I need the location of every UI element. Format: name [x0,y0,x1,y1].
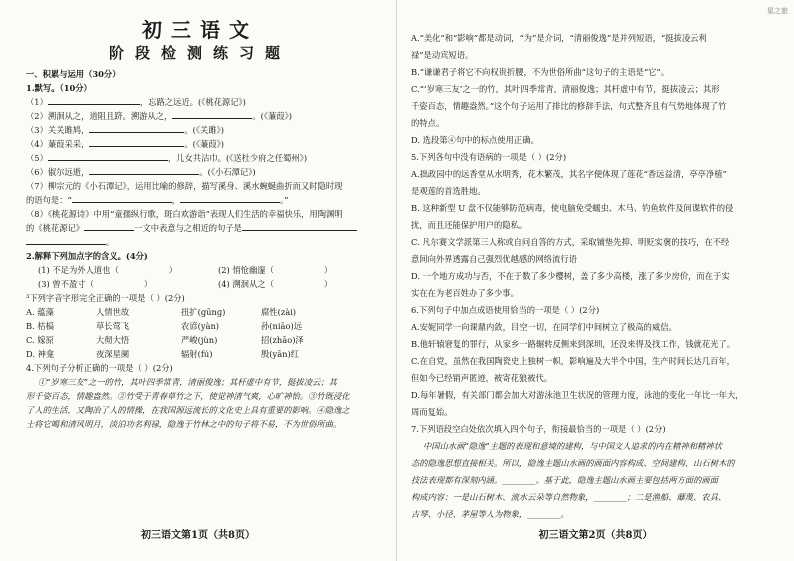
q1-item-7-line-2: 的语句是：“ ， 。” [26,195,289,205]
q7-passage-line: 态的隐逸思想直接相关。所以，隐逸主题山水画的画面内容构成、空间建构、山石树木的 [411,458,735,468]
q1-item-4: （4）蒹葭采采， 。(《蒹葭》) [26,139,225,149]
q4-passage-line: 了人的生活，又陶冶了人的情操，在我国源远流长的文化史上具有重要的影响。④隐逸之 [26,405,350,415]
q2-item-3: (3) 曾不盈寸（ ） [38,279,153,289]
q4-option-line: C.“‘岁寒三友’之一的竹，其叶四季常青，清丽俊逸；其杆虚中有节，挺拔凌云；其形 [411,84,720,94]
q3-heading: ³下列字音字形完全正确的一项是（ ）(2分) [26,293,185,303]
answer-blank[interactable] [89,137,184,147]
q1-item-8-line-2: 的《桃花源记》 一文中表意与之相近的句子是 [26,221,374,235]
section-1-heading: 一、积累与运用（30分） [26,69,121,79]
q1-heading: 1.默写。（10分） [26,83,92,93]
q1-item-1: （1） ，忘路之远近。(《桃花源记》) [26,97,246,107]
q7-passage-line: 中国山水画“隐逸”主题的表现和意境的建构，与中国文人追求的内在精神和精神状 [423,441,722,451]
q6-option-line: B.他轩辕窘复的罪行，从家乡一路辗转反侧来到深圳，还没来得及找工作，钱就花光了。 [411,339,736,349]
q5-option-line: A.拙政园中的远香堂从水明秀，花木繁茂，其名字便体现了莲花“香远益清，亭亭净植” [411,169,727,179]
answer-blank[interactable] [72,193,172,203]
q5-heading: 5.下列各句中没有语病的一项是（ ）(2分) [411,152,567,162]
option-cell: 大彻大悟 [96,335,130,345]
q1-item-7-line-1: （7）柳宗元的《小石潭记》，运用比喻的修辞，描写溪身、溪水蜿蜒曲折而又时隐时现 [26,181,343,191]
answer-blank[interactable] [84,221,134,231]
q5-option-line: 扰，而且还能保护用户的隐私。 [411,220,528,230]
q4-option-line: B.“谦谦君子将它不向权贵折腰，不为世俗所曲”这句子的主语是“它”。 [411,67,670,77]
answer-blank[interactable] [89,165,199,175]
page-footer: 初三语文第1页（共8页） [141,530,255,541]
q7-passage-line: 构成内容：一是山石树木、流水云朵等自然物象，________；二是渔船、蘼蔑、农具、 [411,492,727,502]
option-cell: 腐性(zài) [261,307,297,317]
page-2 [397,0,794,561]
option-cell: C. 嫁原 [26,335,54,345]
exam-subtitle: 阶段检测练习题 [108,44,291,62]
q4-heading: 4.下列句子分析正确的一项是（ ）(2分) [26,363,173,373]
option-cell: 人情世故 [96,307,130,317]
answer-blank[interactable] [172,109,252,119]
option-cell: A. 蕴藻 [26,307,54,317]
q5-option-line: 实在在为老百姓办了多少事。 [411,288,519,298]
answer-blank[interactable] [48,151,168,161]
q7-passage-line: 古琴、小径、茅屋等人为物象，________。 [411,509,569,519]
q2-items [26,263,374,291]
option-cell: 辐射(fú) [181,349,213,359]
q2-item-2: (2) 悄怆幽邃（ ） [218,265,333,275]
q4-passage-line: 士将它喝和清风明月，淡泊功名利禄，隐逸于竹林之中的句子将不易，不为世俗所曲。 [26,419,342,429]
option-cell: 殷(yān)红 [261,349,300,359]
q6-heading: 6.下列句子中加点成语使用恰当的一项是（ ）(2分) [411,305,600,315]
answer-blank[interactable] [274,278,324,287]
q7-heading: 7.下列语段空白处依次填入四个句子，衔接最恰当的一项是（ ）(2分) [411,424,666,434]
answer-blank[interactable] [94,278,144,287]
q1-item-6: （6）俶尔远逝， 。(《小石潭记》) [26,167,256,177]
q3-options [26,305,374,361]
q5-option-line: D. 一个地方成功与否，不在于数了多少樱树，盖了多少高楼，涨了多少房价，而在于实 [411,271,730,281]
q6-option-line: 周而复始。 [411,407,453,417]
q6-option-line: A.安妮同学一向课鼎内敛，目空一切，在同学们中间树立了极高的威信。 [411,322,677,332]
q5-option-line: C. 凡尔赛文学派第三人称或自问自答的方式，采取铺垫先抑、明贬实褒的技巧，在不经 [411,237,730,247]
option-cell: 严峻(jùn) [181,335,218,345]
answer-blank[interactable] [242,221,357,231]
q4-option-line: 禄”是动宾短语。 [411,50,474,60]
option-cell: 孙(niāo)远 [261,321,303,331]
q1-item-3: （3）关关雎鸠， 。(《关雎》) [26,125,225,135]
answer-blank[interactable] [180,193,280,203]
q4-option-line: 的特点。 [411,118,445,128]
q1-item-2: （2）溯洄从之，道阻且跻。溯游从之， 。(《蒹葭》) [26,111,293,121]
option-cell: 草长莺飞 [96,321,130,331]
answer-blank[interactable] [89,123,184,133]
option-cell: 扭扩(gūnɡ) [181,307,226,317]
option-cell: D. 神龛 [26,349,55,359]
option-cell: 农谚(yàn) [181,321,220,331]
option-cell: 夜深星阑 [96,349,130,359]
option-cell: B. 枯槁 [26,321,54,331]
q6-option-line: 但如今已经销声匿迹，被寄花狼被代。 [411,373,553,383]
q4-option-line: A.“美化”和“影响”都是动词，“为”是介词，“清丽俊逸”是并列短语，“挺拔凌云利 [411,33,707,43]
q5-option-line: 意间向外界透露自己强烈优越感的网络流行语 [411,254,577,264]
answer-blank[interactable] [48,95,140,105]
q2-item-4: (4) 溯洄从之（ ） [218,279,333,289]
q4-option-line: 千姿百态，情趣盎然。”这个句子运用了排比的修辞手法，句式整齐且有气势地体现了竹 [411,101,727,111]
answer-blank[interactable] [119,264,169,273]
corner-mark: 星之旅 [767,7,788,15]
answer-blank[interactable] [274,264,324,273]
page-footer: 初三语文第2页（共8页） [538,530,653,541]
q6-option-line: C.在自党，虽然在我国陶瓷史上独树一帜，影响遍及大半个中国，生产时间长达几百年， [411,356,735,366]
q4-option-line: D. 选段第④句中的标点使用正确。 [411,135,539,145]
q5-option-line: B. 这种新型 U 盘不仅能够防范病毒，使电脑免受蠕虫、木马、钓鱼软件及间谍软件的侵 [411,203,734,213]
q7-passage-line: 技法表现都有深刻内涵。________。基于此，隐逸主题山水画主要包括两方面的画面 [411,475,718,485]
q2-item-1: (1) 不足为外人道也（ ） [38,265,178,275]
exam-title: 初三语文 [142,18,258,42]
q5-option-line: 是观莲的首选胜地。 [411,186,486,196]
q1-item-5: （5） ，儿女共沾巾。(《送杜少府之任蜀州》) [26,153,308,163]
q4-passage-line: ①“岁寒三友”之一的竹，其叶四季常青，清丽俊逸；其杆虚中有节，挺拔凌云；其 [38,377,337,387]
q2-heading: 2.解释下列加点字的含义。(4分) [26,251,148,261]
q6-option-line: D.每年暑假，有关部门都会加大对游泳池卫生状况的管理力度，泳池的变化一年比一年大， [411,390,744,400]
option-cell: 招(zhāo)泽 [261,335,304,345]
answer-blank[interactable] [26,235,106,245]
q1-item-8-line-3: 。 [26,235,374,249]
q1-item-8-line-1: （8）《桃花源诗》中用“童孺纵行歌，斑白欢游诣”表现人们生活的幸福快乐，用陶渊明 [26,209,343,219]
q4-passage-line: 形千姿百态，情趣盎然。②竹受于青春草竹之下，使觉神清气爽，心旷神怡。③竹既浸化 [26,391,350,401]
